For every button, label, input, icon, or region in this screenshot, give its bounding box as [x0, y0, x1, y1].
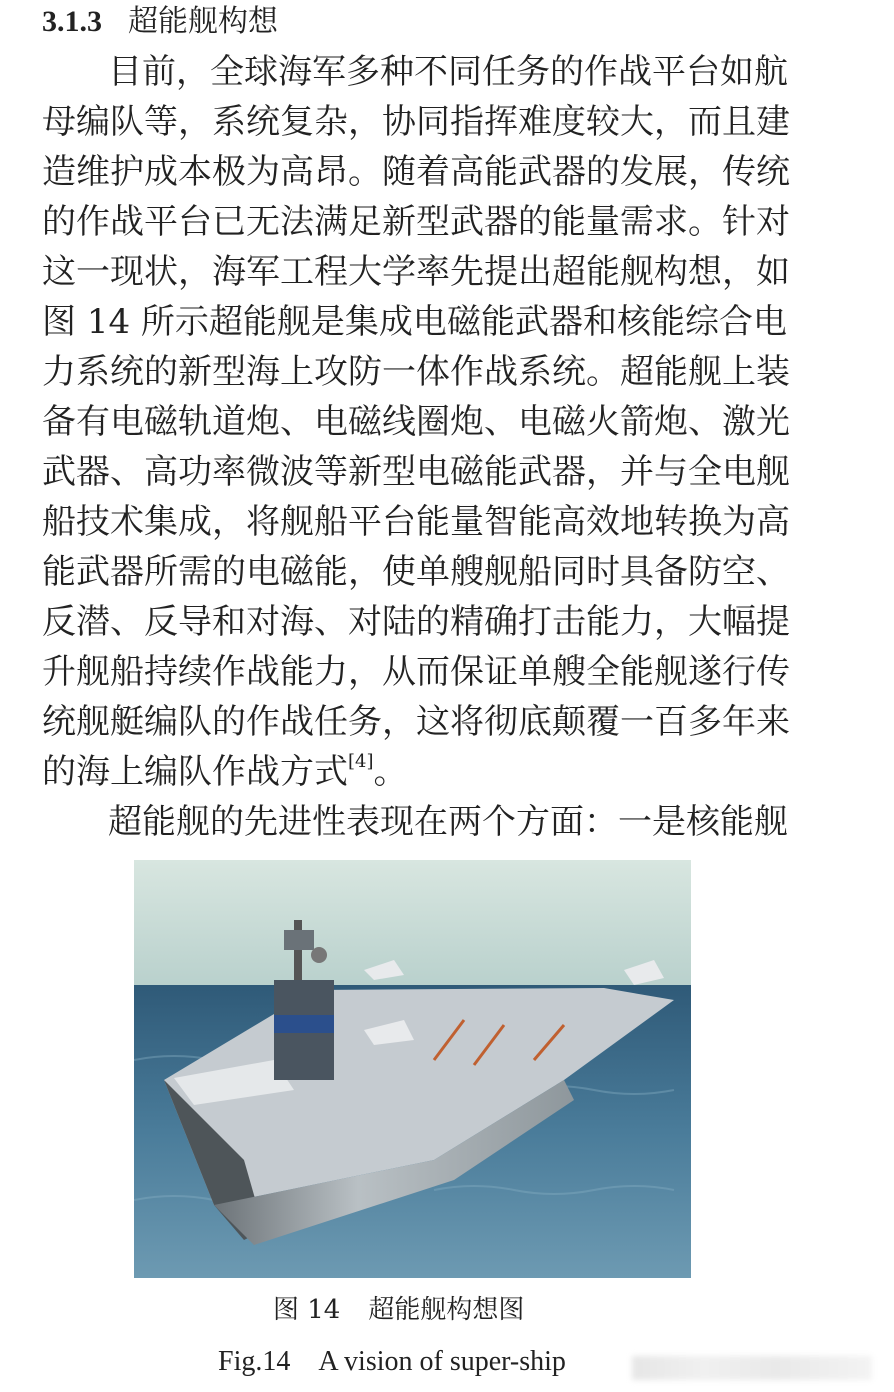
paragraph-line: 升舰船持续作战能力，从而保证单艘全能舰遂行传: [42, 652, 790, 692]
figure-label: 图 14: [273, 1295, 341, 1325]
figure-caption-zh: [273, 1290, 524, 1330]
paragraph-line: 船技术集成，将舰船平台能量智能高效地转换为高: [42, 502, 790, 542]
paragraph-line: 母编队等，系统复杂，协同指挥难度较大，而且建: [42, 102, 790, 142]
text: 。: [373, 752, 408, 792]
figure-caption-en: [218, 1342, 566, 1382]
next-paragraph-line: 超能舰的先进性表现在两个方面：一是核能舰: [108, 802, 788, 842]
text: 的海上编队作战方式: [42, 752, 348, 792]
figure-caption: 超能舰构想图: [368, 1295, 525, 1325]
paragraph-line: 造维护成本极为高昂。随着高能武器的发展，传统: [42, 152, 790, 192]
section-number: 3.1.3: [42, 5, 102, 38]
paragraph-last-line: [42, 747, 787, 797]
paragraph-line: 这一现状，海军工程大学率先提出超能舰构想，如: [42, 252, 790, 292]
figure-super-ship-image: [134, 860, 691, 1278]
section-heading: [42, 2, 278, 42]
paragraph-line: 图 14 所示超能舰是集成电磁能武器和核能综合电: [42, 302, 787, 342]
section-title: 超能舰构想: [128, 4, 278, 39]
paragraph-line: 的作战平台已无法满足新型武器的能量需求。针对: [42, 202, 790, 242]
paragraph-line: 力系统的新型海上攻防一体作战系统。超能舰上装: [42, 352, 790, 392]
paragraph-line: 反潜、反导和对海、对陆的精确打击能力，大幅提: [42, 602, 790, 642]
paragraph-line: 统舰艇编队的作战任务，这将彻底颠覆一百多年来: [42, 702, 790, 742]
paragraph-line: 目前，全球海军多种不同任务的作战平台如航: [108, 52, 788, 92]
figure-caption: A vision of super-ship: [318, 1346, 566, 1377]
citation[interactable]: [4]: [348, 751, 374, 772]
paragraph-line: 备有电磁轨道炮、电磁线圈炮、电磁火箭炮、激光: [42, 402, 790, 442]
figure-label: Fig.14: [218, 1346, 291, 1377]
blurred-watermark: [632, 1356, 872, 1380]
paragraph-line: 武器、高功率微波等新型电磁能武器，并与全电舰: [42, 452, 790, 492]
paragraph-line: 能武器所需的电磁能，使单艘舰船同时具备防空、: [42, 552, 790, 592]
